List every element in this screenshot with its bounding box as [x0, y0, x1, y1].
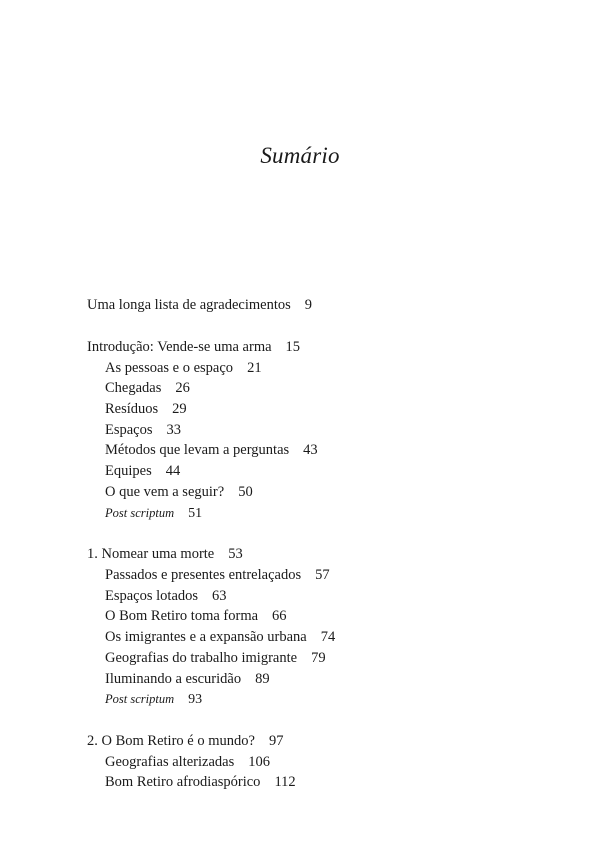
toc-entry	[87, 338, 300, 356]
toc-entry-label: Os imigrantes e a expansão urbana	[105, 629, 307, 645]
toc-entry-label: Geografias do trabalho imigrante	[105, 650, 298, 666]
toc-entry-label: 2. O Bom Retiro é o mundo?	[87, 733, 255, 749]
toc-chapter	[87, 732, 283, 750]
toc-entry-label: O que vem a seguir?	[105, 484, 225, 500]
toc-entry-page: 112	[274, 774, 296, 790]
toc-entry-label: Chegadas	[105, 380, 162, 396]
toc-entry	[105, 587, 227, 605]
toc-entry-page: 9	[304, 297, 312, 313]
toc-entry-page: 26	[175, 380, 190, 396]
toc-entry-page: 106	[248, 754, 270, 770]
toc-entry-page: 66	[272, 608, 287, 624]
toc-entry	[105, 441, 318, 459]
toc-entry	[105, 483, 253, 501]
toc-entry	[105, 421, 181, 439]
toc-entry-page: 44	[165, 463, 181, 479]
toc-entry-label: 1. Nomear uma morte	[87, 546, 215, 562]
toc-entry-page: 53	[228, 546, 243, 562]
toc-entry-page: 51	[188, 506, 203, 521]
toc-entry-page: 79	[311, 650, 326, 666]
toc-entry-page: 43	[303, 442, 318, 458]
toc-entry-label: Post scriptum	[105, 692, 175, 706]
toc-entry	[105, 649, 326, 667]
toc-entry-page: 29	[172, 401, 187, 417]
toc-entry	[105, 607, 287, 625]
toc-entry	[105, 670, 270, 688]
toc-entry-page: 21	[247, 360, 262, 376]
toc-entry	[105, 773, 296, 791]
toc-entry-label: As pessoas e o espaço	[105, 360, 234, 376]
toc-entry-page: 57	[315, 567, 330, 583]
toc-entry	[105, 628, 335, 646]
toc-entry-page: 93	[188, 692, 203, 707]
toc-entry-label: Passados e presentes entrelaçados	[105, 567, 302, 583]
toc-entry-postscript	[105, 690, 202, 709]
toc-entry	[87, 296, 312, 314]
toc-entry-label: Uma longa lista de agradecimentos	[87, 297, 291, 313]
toc-entry	[105, 566, 330, 584]
toc-entry-label: Espaços	[105, 422, 153, 438]
toc-entry-label: Equipes	[105, 463, 152, 479]
toc-entry-label: Introdução: Vende-se uma arma	[87, 339, 272, 355]
toc-entry-label: Bom Retiro afrodiaspórico	[105, 774, 261, 790]
toc-entry-label: Iluminando a escuridão	[105, 671, 242, 687]
toc-entry	[105, 379, 190, 397]
toc-entry-page: 15	[285, 339, 301, 355]
toc-entry-label: Resíduos	[105, 401, 159, 417]
toc-entry-page: 74	[320, 629, 336, 645]
toc-entry	[105, 462, 180, 480]
toc-entry-label: Geografias alterizadas	[105, 754, 235, 770]
toc-entry-label: O Bom Retiro toma forma	[105, 608, 259, 624]
toc-entry-postscript	[105, 504, 202, 523]
toc-entry-page: 63	[212, 588, 227, 604]
toc-entry-page: 50	[238, 484, 253, 500]
toc-chapter	[87, 545, 243, 563]
toc-entry-page: 89	[255, 671, 270, 687]
toc-entry-label: Post scriptum	[105, 506, 175, 520]
toc-entry	[105, 359, 262, 377]
toc-entry-page: 97	[268, 733, 284, 749]
toc-entry	[105, 400, 187, 418]
toc-entry-label: Métodos que levam a perguntas	[105, 442, 290, 458]
page-title: Sumário	[260, 143, 340, 168]
toc-entry	[105, 753, 270, 771]
toc-entry-label: Espaços lotados	[105, 588, 199, 604]
toc-entry-page: 33	[166, 422, 182, 438]
